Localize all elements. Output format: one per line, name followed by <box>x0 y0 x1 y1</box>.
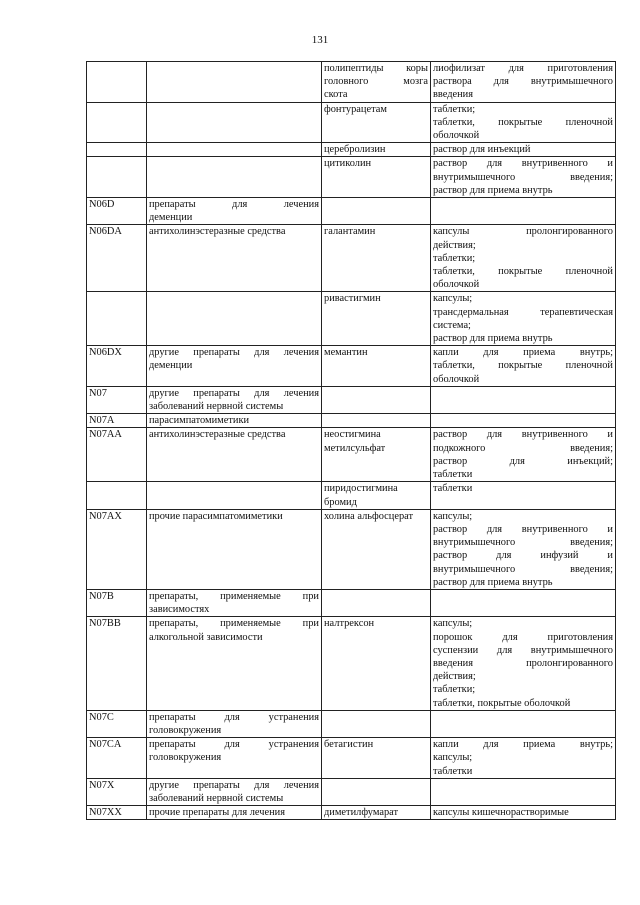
cell-line: галантамин <box>324 226 376 238</box>
dosage-forms-cell <box>431 482 616 509</box>
substance-cell <box>322 414 431 428</box>
atc-code-cell <box>87 102 147 143</box>
cell-line: заболеваний нервной системы <box>149 401 284 413</box>
cell-line: церебролизин <box>324 144 386 156</box>
pharm-group-cell <box>147 617 322 710</box>
atc-code-cell <box>87 157 147 198</box>
cell-line: система; <box>433 319 471 331</box>
cell-line: метилсульфат <box>324 442 386 454</box>
table-row <box>87 806 616 820</box>
cell-text: N07 <box>89 387 107 399</box>
cell-line: раствор для внутривенного и <box>433 523 613 535</box>
cell-line: препараты для устранения <box>149 711 319 723</box>
cell-line: капсулы; <box>433 618 473 630</box>
substance-cell <box>322 157 431 198</box>
cell-line: пиридостигмина <box>324 483 398 495</box>
table-row <box>87 778 616 805</box>
cell-line: оболочкой <box>433 130 480 142</box>
substance-cell <box>322 482 431 509</box>
pharm-group-cell <box>147 778 322 805</box>
dosage-forms-cell <box>431 778 616 805</box>
cell-text: N07AA <box>89 429 122 441</box>
cell-text <box>89 103 144 116</box>
atc-code-cell <box>87 509 147 589</box>
cell-line: другие препараты для лечения <box>149 779 319 791</box>
table-row <box>87 143 616 157</box>
table-row <box>87 386 616 413</box>
dosage-forms-cell <box>431 589 616 616</box>
pharm-group-cell <box>147 589 322 616</box>
substance-cell <box>322 102 431 143</box>
substance-cell <box>322 346 431 387</box>
cell-line: неостигмина <box>324 429 381 441</box>
cell-line: головокружения <box>149 724 222 736</box>
cell-line: лиофилизат для приготовления <box>433 63 613 74</box>
cell-line: внутримышечного введения; <box>433 171 613 183</box>
dosage-forms-cell <box>431 62 616 103</box>
cell-line: антихолинэстеразные средства <box>149 226 286 238</box>
atc-code-cell <box>87 589 147 616</box>
cell-line: деменции <box>149 212 193 224</box>
atc-code-cell <box>87 292 147 346</box>
cell-line: действия; <box>433 671 476 683</box>
table-row <box>87 62 616 103</box>
table-row <box>87 589 616 616</box>
atc-code-cell <box>87 778 147 805</box>
pharm-group-cell <box>147 102 322 143</box>
dosage-forms-cell <box>431 157 616 198</box>
cell-line: раствор для внутривенного и <box>433 429 613 441</box>
table-row <box>87 738 616 779</box>
cell-line: капсулы; <box>433 510 473 522</box>
drug-table <box>86 61 616 820</box>
table-row <box>87 346 616 387</box>
cell-line: действия; <box>433 239 476 251</box>
cell-text: N06DA <box>89 226 122 238</box>
cell-text: N07XX <box>89 807 122 819</box>
cell-line: внутримышечного введения; <box>433 563 613 575</box>
substance-cell <box>322 292 431 346</box>
cell-line: другие препараты для лечения <box>149 387 319 399</box>
atc-code-cell <box>87 143 147 157</box>
dosage-forms-cell <box>431 509 616 589</box>
cell-line: холина альфосцерат <box>324 510 414 522</box>
substance-cell <box>322 386 431 413</box>
pharm-group-cell <box>147 292 322 346</box>
cell-text: N06D <box>89 199 115 211</box>
page-number: 131 <box>311 34 329 46</box>
cell-line: таблетки <box>433 469 473 481</box>
cell-line: внутримышечного введения; <box>433 537 613 549</box>
atc-code-cell <box>87 386 147 413</box>
dosage-forms-cell <box>431 414 616 428</box>
atc-code-cell <box>87 710 147 737</box>
pharm-group-cell <box>147 157 322 198</box>
table-row <box>87 482 616 509</box>
cell-text <box>89 482 144 495</box>
atc-code-cell <box>87 428 147 482</box>
cell-text <box>89 143 144 156</box>
table-row <box>87 509 616 589</box>
table-row <box>87 414 616 428</box>
cell-line: раствора для внутримышечного <box>433 76 613 88</box>
cell-text <box>89 292 144 305</box>
pharm-group-cell <box>147 482 322 509</box>
atc-code-cell <box>87 414 147 428</box>
cell-text: N07C <box>89 711 114 723</box>
cell-line: порошок для приготовления <box>433 631 613 643</box>
cell-text: N07CA <box>89 739 122 751</box>
pharm-group-cell <box>147 346 322 387</box>
cell-line: таблетки <box>433 765 473 777</box>
cell-line: деменции <box>149 360 193 372</box>
dosage-forms-cell <box>431 292 616 346</box>
pharm-group-cell <box>147 428 322 482</box>
cell-line: таблетки <box>433 483 473 495</box>
cell-line: раствор для инъекций; <box>433 455 613 467</box>
atc-code-cell <box>87 198 147 225</box>
cell-line: другие препараты для лечения <box>149 347 319 359</box>
cell-line: скота <box>324 89 348 101</box>
cell-text <box>89 157 144 170</box>
dosage-forms-cell <box>431 198 616 225</box>
substance-cell <box>322 225 431 292</box>
cell-line: головокружения <box>149 752 222 764</box>
cell-text: N07AX <box>89 510 122 522</box>
dosage-forms-cell <box>431 225 616 292</box>
dosage-forms-cell <box>431 346 616 387</box>
cell-line: зависимостях <box>149 604 210 616</box>
table-row <box>87 428 616 482</box>
cell-line: мемантин <box>324 347 368 359</box>
cell-line: капсулы; <box>433 752 473 764</box>
dosage-forms-cell <box>431 738 616 779</box>
cell-line: таблетки, покрытые оболочкой <box>433 697 571 709</box>
dosage-forms-cell <box>431 806 616 820</box>
cell-line: полипептиды коры <box>324 63 428 74</box>
pharm-group-cell <box>147 738 322 779</box>
substance-cell <box>322 778 431 805</box>
cell-text: N07BB <box>89 618 121 630</box>
substance-cell <box>322 617 431 710</box>
dosage-forms-cell <box>431 143 616 157</box>
cell-line: суспензии для внутримышечного <box>433 644 613 656</box>
cell-line: бетагистин <box>324 739 374 751</box>
atc-code-cell <box>87 225 147 292</box>
substance-cell <box>322 589 431 616</box>
table-body <box>87 62 616 820</box>
cell-line: препараты, применяемые при <box>149 590 319 602</box>
cell-line: введения <box>433 89 474 101</box>
cell-line: фонтурацетам <box>324 103 387 115</box>
cell-line: таблетки, покрытые пленочной <box>433 116 613 128</box>
cell-line: раствор для приема внутрь <box>433 184 553 196</box>
substance-cell <box>322 509 431 589</box>
dosage-forms-cell <box>431 428 616 482</box>
cell-line: прочие препараты для лечения <box>149 807 286 819</box>
cell-line: бромид <box>324 496 357 508</box>
cell-line: заболеваний нервной системы <box>149 792 284 804</box>
cell-line: введения пролонгированного <box>433 657 613 669</box>
pharm-group-cell <box>147 806 322 820</box>
cell-line: препараты для лечения <box>149 199 319 211</box>
substance-cell <box>322 806 431 820</box>
pharm-group-cell <box>147 414 322 428</box>
cell-line: подкожного введения; <box>433 442 613 454</box>
cell-line: ривастигмин <box>324 293 381 305</box>
pharm-group-cell <box>147 509 322 589</box>
pharm-group-cell <box>147 62 322 103</box>
table-row <box>87 617 616 710</box>
cell-line: алкогольной зависимости <box>149 631 263 643</box>
dosage-forms-cell <box>431 386 616 413</box>
atc-code-cell <box>87 346 147 387</box>
cell-line: оболочкой <box>433 373 480 385</box>
pharm-group-cell <box>147 198 322 225</box>
cell-text <box>89 62 144 75</box>
cell-line: прочие парасимпатомиметики <box>149 510 283 522</box>
pharm-group-cell <box>147 710 322 737</box>
cell-text: N07B <box>89 590 114 602</box>
pharm-group-cell <box>147 386 322 413</box>
table-row <box>87 710 616 737</box>
cell-line: диметилфумарат <box>324 807 399 819</box>
cell-line: препараты для устранения <box>149 739 319 751</box>
cell-line: таблетки; <box>433 103 476 115</box>
substance-cell <box>322 710 431 737</box>
atc-code-cell <box>87 806 147 820</box>
cell-line: таблетки; <box>433 252 476 264</box>
substance-cell <box>322 62 431 103</box>
substance-cell <box>322 428 431 482</box>
cell-line: капли для приема внутрь; <box>433 347 613 359</box>
cell-line: головного мозга <box>324 76 428 88</box>
cell-text: N06DX <box>89 347 122 359</box>
pharm-group-cell <box>147 225 322 292</box>
cell-line: таблетки; <box>433 684 476 696</box>
dosage-forms-cell <box>431 710 616 737</box>
cell-line: таблетки, покрытые пленочной <box>433 266 613 278</box>
cell-line: оболочкой <box>433 279 480 291</box>
cell-text: N07X <box>89 779 115 791</box>
cell-line: таблетки, покрытые пленочной <box>433 360 613 372</box>
cell-line: антихолинэстеразные средства <box>149 429 286 441</box>
cell-line: капсулы кишечнорастворимые <box>433 807 569 819</box>
cell-line: трансдермальная терапевтическая <box>433 306 613 318</box>
cell-line: цитиколин <box>324 158 372 170</box>
cell-text: N07A <box>89 415 115 427</box>
cell-line: капли для приема внутрь; <box>433 739 613 751</box>
cell-line: раствор для приема внутрь <box>433 576 553 588</box>
table-row <box>87 292 616 346</box>
substance-cell <box>322 198 431 225</box>
substance-cell <box>322 738 431 779</box>
cell-line: раствор для инъекций <box>433 144 531 156</box>
table-row <box>87 157 616 198</box>
atc-code-cell <box>87 617 147 710</box>
pharm-group-cell <box>147 143 322 157</box>
atc-code-cell <box>87 738 147 779</box>
cell-line: раствор для инфузий и <box>433 550 613 562</box>
dosage-forms-cell <box>431 102 616 143</box>
cell-line: парасимпатомиметики <box>149 415 250 427</box>
table-row <box>87 198 616 225</box>
table-row <box>87 102 616 143</box>
cell-line: капсулы пролонгированного <box>433 226 613 238</box>
atc-code-cell <box>87 62 147 103</box>
atc-code-cell <box>87 482 147 509</box>
cell-line: препараты, применяемые при <box>149 618 319 630</box>
cell-line: раствор для внутривенного и <box>433 158 613 170</box>
cell-line: раствор для приема внутрь <box>433 333 553 345</box>
cell-line: капсулы; <box>433 293 473 305</box>
table-row <box>87 225 616 292</box>
dosage-forms-cell <box>431 617 616 710</box>
substance-cell <box>322 143 431 157</box>
cell-line: налтрексон <box>324 618 375 630</box>
